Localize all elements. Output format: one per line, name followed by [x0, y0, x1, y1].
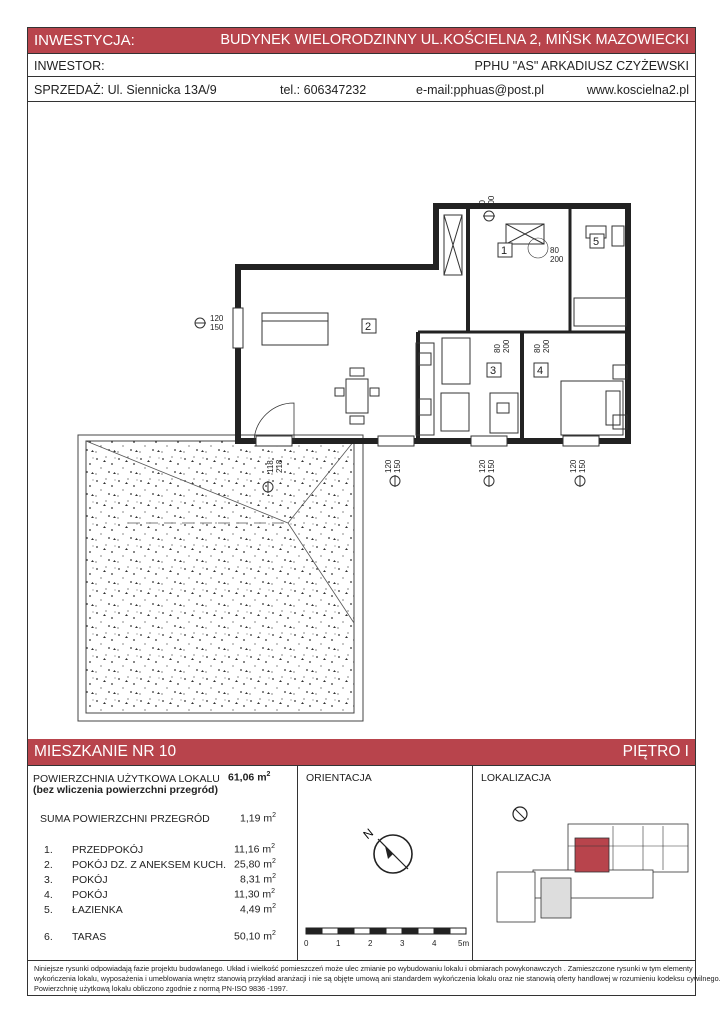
door-label-bath-b: 200 — [550, 255, 564, 264]
window-label-r2-b: 150 — [487, 459, 496, 473]
door-label-room3: 80 — [493, 344, 502, 353]
scale-label: 2 — [368, 939, 373, 948]
room-number-1: 1 — [501, 245, 508, 257]
investor-row — [28, 53, 695, 77]
north-label: N — [360, 825, 377, 842]
investor-label: INWESTOR: — [34, 59, 105, 73]
investment-label: INWESTYCJA: — [34, 32, 135, 49]
sales-address: SPRZEDAŻ: Ul. Siennicka 13A/9 — [34, 83, 217, 97]
room-no: 5. — [44, 904, 53, 916]
scale-label: 4 — [432, 939, 437, 948]
scale-label: 5m — [458, 939, 470, 948]
room-number-5: 5 — [593, 236, 600, 248]
terrace-no: 6. — [44, 931, 53, 943]
room-number-2: 2 — [365, 321, 372, 333]
door-label-bath: 80 — [550, 246, 559, 255]
partitions-label: SUMA POWIERZCHNI PRZEGRÓD — [40, 813, 210, 825]
usable-area-note: (bez wliczenia powierzchni przegród) — [33, 784, 218, 796]
area-table — [28, 766, 298, 961]
apartment-header — [28, 739, 695, 765]
door-label-room4-b: 200 — [542, 339, 551, 353]
investment-value: BUDYNEK WIELORODZINNY UL.KOŚCIELNA 2, MIŃSK MAZOWIECKI — [220, 32, 689, 48]
orientation-title: ORIENTACJA — [306, 772, 372, 784]
room-no: 1. — [44, 844, 53, 856]
window-label-living-b: 150 — [210, 323, 224, 332]
room-area: 8,31 $m^2$ — [240, 873, 277, 886]
location-title: LOKALIZACJA — [481, 772, 552, 784]
room-name: POKÓJ — [72, 874, 108, 886]
info-section — [28, 765, 695, 960]
room-area: 25,80 $m^2$ — [234, 858, 276, 871]
disclaimer-line: wykończenia lokalu, wyposażenia i umeblowania wnętrz stanowią przykład aranżacji i nie są objęte umową ani standardem wykończenia lokalu oraz nie stanowią oferty handlowej w rozumieniu kodeksu cywilnego. — [34, 974, 721, 983]
room-name: ŁAZIENKA — [72, 904, 123, 916]
footer-disclaimer — [28, 960, 721, 996]
terrace — [78, 435, 363, 721]
door-label-room4: 80 — [533, 344, 542, 353]
window-label-r3-b: 150 — [578, 459, 587, 473]
walls — [238, 206, 628, 441]
location-map — [473, 766, 695, 961]
window-label-living: 120 — [210, 314, 224, 323]
investor-value: PPHU "AS" ARKADIUSZ CZYŻEWSKI — [474, 59, 689, 73]
window-label-r1: 120 — [384, 459, 393, 473]
window-label-r3: 120 — [569, 459, 578, 473]
floor-plan-drawing — [28, 103, 695, 739]
investment-header — [28, 28, 695, 53]
compass-and-scale — [298, 766, 473, 961]
website-link[interactable]: www.koscielna2.pl — [586, 83, 689, 97]
apartment-title: MIESZKANIE NR 10 — [34, 743, 177, 760]
contact-row — [28, 78, 695, 102]
apartment-location-highlight — [575, 838, 609, 872]
scale-label: 0 — [304, 939, 309, 948]
scale-bar — [306, 928, 466, 934]
room-name: POKÓJ DZ. Z ANEKSEM KUCH. — [72, 859, 227, 871]
window-label-terrace-b: 218 — [275, 459, 284, 473]
room-name: PRZEDPOKÓJ — [72, 844, 144, 856]
usable-area-value: 61,06 $m^2$ — [228, 771, 271, 784]
phone: tel.: 606347232 — [280, 83, 367, 97]
floor-plan — [28, 103, 695, 739]
door-label-room3-b: 200 — [502, 339, 511, 353]
terrace-area: 50,10 $m^2$ — [234, 930, 276, 943]
window-label-r2: 120 — [478, 459, 487, 473]
apartment-floor: PIĘTRO I — [622, 743, 689, 760]
terrace-name: TARAS — [72, 931, 107, 943]
living-room-furniture — [254, 313, 379, 441]
room-number-4: 4 — [537, 365, 544, 377]
door-label-entry-b: 200 — [487, 195, 496, 209]
room-area: 4,49 $m^2$ — [240, 903, 277, 916]
room-number-3: 3 — [490, 365, 497, 377]
disclaimer-line: Niniejsze rysunki odpowiadają fazie projektu budowlanego. Układ i wielkość pomieszczeń może ulec zmianie po wybudowaniu lokalu i obmiarach powykonawczych . Zamieszczone rysunki w tym elementy — [34, 964, 693, 973]
bathroom-fixtures — [444, 215, 626, 326]
email: e-mail:pphuas@post.pl — [416, 83, 545, 97]
scale-label: 3 — [400, 939, 405, 948]
scale-label: 1 — [336, 939, 341, 948]
window-label-terrace: 118 — [266, 460, 275, 473]
location-panel — [473, 766, 695, 961]
room-numbers — [362, 234, 604, 377]
partitions-value: 1,19 $m^2$ — [240, 812, 277, 825]
room-no: 3. — [44, 874, 53, 886]
room-no: 4. — [44, 889, 53, 901]
door-label-entry: 90 — [478, 200, 487, 209]
usable-area-label: POWIERZCHNIA UŻYTKOWA LOKALU — [33, 773, 220, 785]
room4-furniture — [561, 365, 627, 435]
window-label-r1-b: 150 — [393, 459, 402, 473]
plan-sheet — [27, 27, 721, 996]
disclaimer-line: Powierzchnię użytkową lokalu obliczono zgodnie z normą PN-ISO 9836 -1997. — [34, 984, 288, 993]
orientation-panel — [298, 766, 473, 961]
room-area: 11,30 $m^2$ — [234, 888, 276, 901]
room-no: 2. — [44, 859, 53, 871]
room-name: POKÓJ — [72, 889, 108, 901]
room-area: 11,16 $m^2$ — [234, 843, 276, 856]
